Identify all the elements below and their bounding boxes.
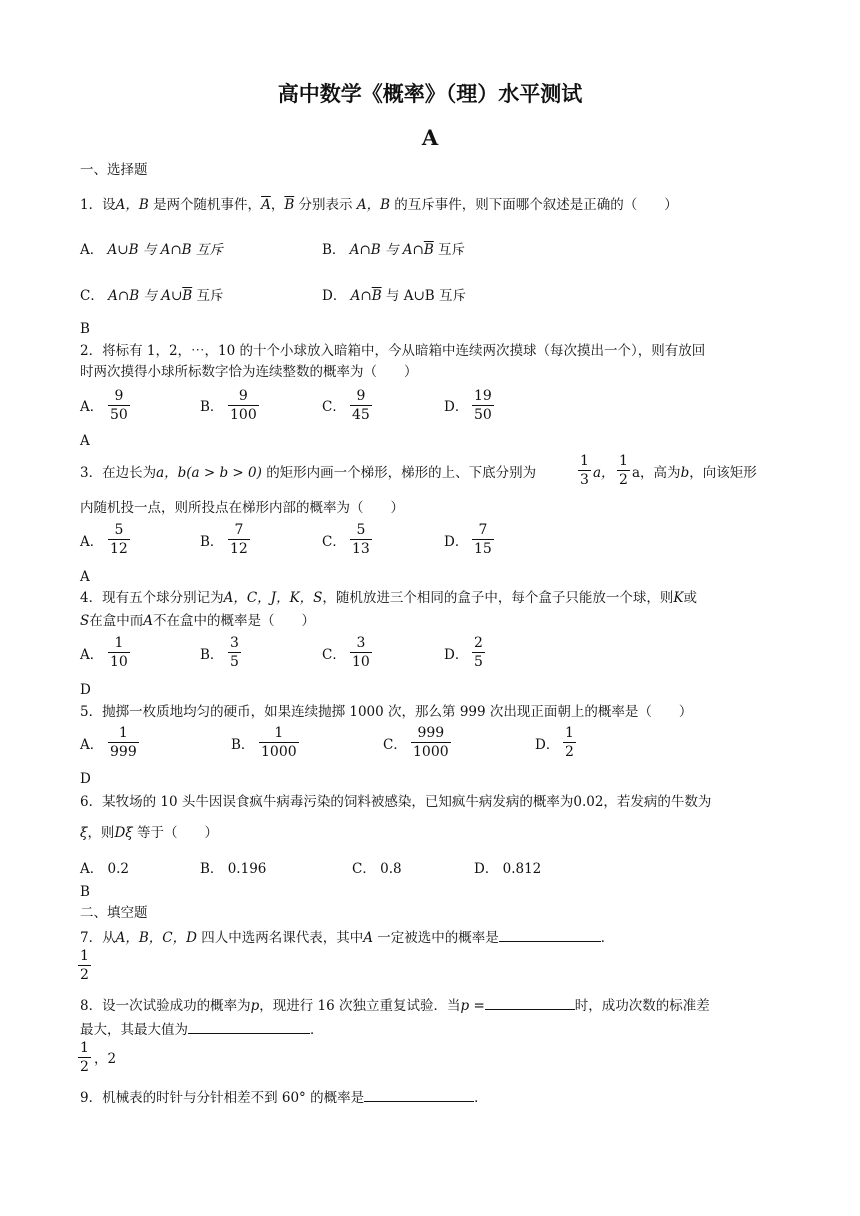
q2-option-c-fraction[interactable] bbox=[350, 388, 372, 423]
denominator: 5 bbox=[474, 654, 483, 670]
q6-expr: Dξ bbox=[114, 825, 133, 841]
question-8-line-1 bbox=[80, 995, 710, 1015]
q9-answer-blank[interactable] bbox=[364, 1087, 474, 1102]
denominator: 1000 bbox=[413, 744, 449, 760]
q8-p-blank[interactable] bbox=[485, 995, 575, 1010]
option-bar: $\overline{B}$ bbox=[371, 288, 382, 304]
q1-option-a[interactable] bbox=[80, 241, 223, 259]
q2-option-label-b: B． bbox=[200, 399, 224, 415]
q4-text: 或 bbox=[683, 590, 698, 606]
q3-option-label-d: D． bbox=[444, 534, 469, 550]
option-bar: $\overline{B}$ bbox=[423, 242, 434, 258]
numerator: 9 bbox=[350, 388, 372, 406]
q1-bar-a: $\overline{A}$ bbox=[261, 197, 271, 213]
question-3-line-2: 内随机投一点，则所投点在梯形内部的概率为（ ） bbox=[80, 500, 404, 516]
q4-option-a-fraction[interactable] bbox=[108, 635, 130, 670]
numerator: 2 bbox=[474, 635, 483, 651]
denominator: 15 bbox=[474, 541, 492, 557]
q8-text: 时，成功次数的标准差 bbox=[574, 998, 710, 1014]
q1-bar-b: $\overline{B}$ bbox=[284, 197, 295, 213]
numerator: 9 bbox=[228, 388, 259, 406]
q3-expr: b bbox=[680, 465, 690, 481]
numerator: 1 bbox=[108, 635, 130, 653]
question-3-line-1a bbox=[80, 464, 536, 482]
denominator: 5 bbox=[230, 654, 239, 670]
option-label: B． bbox=[322, 242, 346, 258]
q3-option-label-b: B． bbox=[200, 534, 224, 550]
q3-expr: a， bbox=[593, 465, 615, 481]
denominator: 13 bbox=[352, 541, 370, 557]
denominator: 999 bbox=[110, 744, 137, 760]
q8-expr: p = bbox=[460, 998, 485, 1014]
q1-option-b[interactable] bbox=[322, 241, 465, 259]
q3-text: ，向该矩形 bbox=[689, 465, 757, 481]
q7-answer-blank[interactable] bbox=[499, 927, 601, 942]
denominator: 12 bbox=[230, 541, 248, 557]
option-label: D． bbox=[322, 288, 347, 304]
denominator: 2 bbox=[80, 1059, 89, 1075]
q3-option-a-fraction[interactable] bbox=[108, 522, 130, 557]
numerator: 1 bbox=[80, 1040, 89, 1056]
option-value: 0.2 bbox=[107, 861, 130, 877]
numerator: 7 bbox=[228, 522, 250, 540]
section-heading-fill: 二、填空题 bbox=[80, 905, 148, 921]
q3-option-c-fraction[interactable] bbox=[350, 522, 372, 557]
question-4-line-2 bbox=[80, 612, 315, 630]
numerator: 1 bbox=[259, 725, 299, 743]
section-heading-choice: 一、选择题 bbox=[80, 162, 148, 178]
option-value: 0.812 bbox=[502, 861, 542, 877]
q5-option-label-c: C． bbox=[383, 737, 407, 753]
q7-expr: A，B，C，D bbox=[115, 930, 197, 946]
q2-option-label-d: D． bbox=[444, 399, 469, 415]
option-expr: A∩B 与 A∪ bbox=[108, 288, 183, 304]
q6-option-b[interactable] bbox=[200, 860, 266, 878]
option-expr: A∪B 与 A∩B 互斥 bbox=[107, 242, 223, 258]
q4-option-c-fraction[interactable] bbox=[350, 635, 372, 670]
q7-answer-fraction bbox=[78, 948, 91, 983]
q1-text: 1．设 bbox=[80, 197, 116, 213]
question-4-line-1 bbox=[80, 589, 697, 607]
numerator: 1 bbox=[108, 725, 139, 743]
q4-option-label-c: C． bbox=[322, 647, 346, 663]
numerator: 1 bbox=[619, 453, 628, 469]
q6-option-c[interactable] bbox=[352, 860, 402, 878]
denominator: 10 bbox=[352, 654, 370, 670]
numerator: 3 bbox=[230, 635, 239, 651]
option-expr: 与 A∪B 互斥 bbox=[381, 288, 466, 304]
q4-option-d-fraction[interactable] bbox=[472, 635, 485, 670]
q8-text: ，现进行 16 次独立重复试验．当 bbox=[259, 998, 461, 1014]
q2-option-d-fraction[interactable] bbox=[472, 388, 494, 423]
question-6-line-2 bbox=[80, 824, 218, 842]
q2-option-a-fraction[interactable] bbox=[108, 388, 130, 423]
q2-option-label-c: C． bbox=[322, 399, 346, 415]
numerator: 7 bbox=[472, 522, 494, 540]
numerator: 1 bbox=[80, 948, 89, 964]
q8-text: ． bbox=[310, 1022, 324, 1038]
q3-option-label-a: A． bbox=[80, 534, 104, 550]
option-expr: A∩B 与 A∩ bbox=[349, 242, 424, 258]
denominator: 3 bbox=[580, 472, 589, 488]
q4-expr: S bbox=[80, 613, 90, 629]
q6-text: 6．某牧场的 10 头牛因误食疯牛病毒污染的饲料被感染，已知疯牛病发病的概率为 bbox=[80, 794, 574, 810]
q4-text: ，随机放进三个相同的盒子中，每个盒子只能放一个球，则 bbox=[322, 590, 674, 606]
q7-text: 一定被选中的概率是 bbox=[377, 930, 499, 946]
numerator: 19 bbox=[474, 388, 492, 404]
page-subtitle: A bbox=[421, 125, 439, 150]
q3-option-b-fraction[interactable] bbox=[228, 522, 250, 557]
denominator: 50 bbox=[474, 407, 492, 423]
numerator: 1 bbox=[580, 453, 589, 469]
q1-vars: A，B bbox=[115, 197, 149, 213]
q7-text: ． bbox=[600, 930, 615, 946]
option-label: C． bbox=[352, 861, 376, 877]
option-expr: A∩ bbox=[350, 288, 372, 304]
q1-text: 的互斥事件，则下面哪个叙述是正确的（ ） bbox=[394, 197, 678, 213]
option-expr: 互斥 bbox=[433, 242, 466, 258]
q6-value: 0.02 bbox=[573, 794, 604, 810]
q6-text: ，若发病的牛数为 bbox=[603, 794, 712, 810]
question-9-line-1 bbox=[80, 1087, 488, 1107]
q6-option-a[interactable] bbox=[80, 860, 129, 878]
q2-option-label-a: A． bbox=[80, 399, 104, 415]
question-7-line-1 bbox=[80, 927, 614, 947]
q1-text: 是两个随机事件， bbox=[153, 197, 262, 213]
denominator: 2 bbox=[619, 472, 628, 488]
q8-max-blank[interactable] bbox=[188, 1019, 310, 1034]
q3-answer: A bbox=[80, 569, 90, 585]
option-label: D． bbox=[474, 861, 499, 877]
question-2-line-1: 2．将标有 1，2，⋯，10 的十个小球放入暗箱中，今从暗箱中连续两次摸球（每次摸出一个），则有放回 bbox=[80, 343, 706, 359]
q4-text: 在盒中而 bbox=[89, 613, 144, 629]
q3-text: a，高为 bbox=[632, 465, 681, 481]
q7-text: 四人中选两名课代表，其中 bbox=[201, 930, 364, 946]
denominator: 12 bbox=[110, 541, 128, 557]
q4-text: 不在盒中的概率是（ ） bbox=[153, 613, 315, 629]
denominator: 100 bbox=[230, 407, 257, 423]
denominator: 50 bbox=[110, 407, 128, 423]
q5-option-label-d: D． bbox=[535, 737, 560, 753]
q1-vars: A，B bbox=[356, 197, 390, 213]
numerator: 5 bbox=[108, 522, 130, 540]
q2-option-b-fraction[interactable] bbox=[228, 388, 259, 423]
denominator: 2 bbox=[80, 967, 89, 983]
q5-option-label-a: A． bbox=[80, 737, 104, 753]
denominator: 2 bbox=[565, 744, 574, 760]
question-2-line-2: 时两次摸得小球所标数字恰为连续整数的概率为（ ） bbox=[80, 364, 418, 380]
q3-text: 3．在边长为 bbox=[80, 465, 157, 481]
option-expr: 互斥 bbox=[192, 288, 224, 304]
denominator: 10 bbox=[110, 654, 128, 670]
q3-expr: a，b(a > b > 0) bbox=[156, 465, 262, 481]
question-8-line-2 bbox=[80, 1019, 324, 1039]
option-bar: $\overline{B}$ bbox=[182, 288, 193, 304]
q4-option-label-a: A． bbox=[80, 647, 104, 663]
q4-option-b-fraction[interactable] bbox=[228, 635, 241, 670]
question-3-line-1b bbox=[593, 464, 615, 482]
q4-option-label-b: B． bbox=[200, 647, 224, 663]
option-value: 0.8 bbox=[380, 861, 402, 877]
question-3-line-1c bbox=[632, 464, 757, 482]
q8-text: 最大，其最大值为 bbox=[80, 1022, 188, 1038]
q7-expr: A bbox=[363, 930, 373, 946]
q4-expr: K bbox=[673, 590, 684, 606]
q3-option-d-fraction[interactable] bbox=[472, 522, 494, 557]
q5-option-a-fraction[interactable] bbox=[108, 725, 139, 760]
q4-option-label-d: D． bbox=[444, 647, 469, 663]
q2-answer: A bbox=[80, 433, 90, 449]
q1-text: 分别表示 bbox=[298, 197, 353, 213]
q8-expr: p bbox=[250, 998, 260, 1014]
q4-expr: A，C，J，K，S bbox=[223, 590, 323, 606]
q8-answer-fraction bbox=[78, 1040, 91, 1075]
question-1-stem: 1．设A，B 是两个随机事件，$\overline{A}$，$\overline{B}$ 分别表示 A，B 的互斥事件，则下面哪个叙述是正确的（ ） bbox=[80, 197, 678, 213]
q7-text: 7．从 bbox=[80, 930, 116, 946]
option-label: B． bbox=[200, 861, 224, 877]
option-label: A． bbox=[80, 242, 104, 258]
q1-answer: B bbox=[80, 321, 90, 337]
numerator: 999 bbox=[411, 725, 451, 743]
question-6-line-1 bbox=[80, 793, 711, 811]
q6-text: 等于（ ） bbox=[137, 825, 218, 841]
q3-fraction-one-third bbox=[578, 453, 591, 488]
numerator: 3 bbox=[350, 635, 372, 653]
q1-option-c[interactable] bbox=[80, 287, 223, 305]
q4-expr: A bbox=[143, 613, 153, 629]
q5-option-label-b: B． bbox=[231, 737, 255, 753]
q9-text: ． bbox=[474, 1090, 488, 1106]
numerator: 1 bbox=[565, 725, 574, 741]
q5-answer: D bbox=[80, 771, 91, 787]
q5-option-d-fraction[interactable] bbox=[563, 725, 576, 760]
numerator: 9 bbox=[108, 388, 130, 406]
q3-text: 的矩形内画一个梯形，梯形的上、下底分别为 bbox=[266, 465, 537, 481]
q6-answer: B bbox=[80, 884, 90, 900]
q8-text: 8．设一次试验成功的概率为 bbox=[80, 998, 251, 1014]
q9-text: 9．机械表的时针与分针相差不到 60° 的概率是 bbox=[80, 1090, 365, 1106]
option-label: C． bbox=[80, 288, 104, 304]
q5-option-c-fraction[interactable] bbox=[411, 725, 451, 760]
option-label: A． bbox=[80, 861, 104, 877]
q6-text: ，则 bbox=[87, 825, 115, 841]
q4-answer: D bbox=[80, 682, 91, 698]
denominator: 45 bbox=[352, 407, 370, 423]
q1-option-d[interactable] bbox=[322, 287, 466, 305]
q8-answer-rest: ，2 bbox=[94, 1051, 117, 1067]
question-5-line-1: 5．抛掷一枚质地均匀的硬币，如果连续抛掷 1000 次，那么第 999 次出现正面朝上的概率是（ ） bbox=[80, 704, 693, 720]
q6-option-d[interactable] bbox=[474, 860, 541, 878]
q5-option-b-fraction[interactable] bbox=[259, 725, 299, 760]
denominator: 1000 bbox=[261, 744, 297, 760]
q6-expr: ξ bbox=[80, 825, 88, 841]
option-value: 0.196 bbox=[227, 861, 267, 877]
page-title: 高中数学《概率》（理）水平测试 bbox=[277, 81, 583, 106]
q3-fraction-one-half bbox=[617, 453, 630, 488]
numerator: 5 bbox=[350, 522, 372, 540]
q4-text: 4．现有五个球分别记为 bbox=[80, 590, 224, 606]
q3-option-label-c: C． bbox=[322, 534, 346, 550]
